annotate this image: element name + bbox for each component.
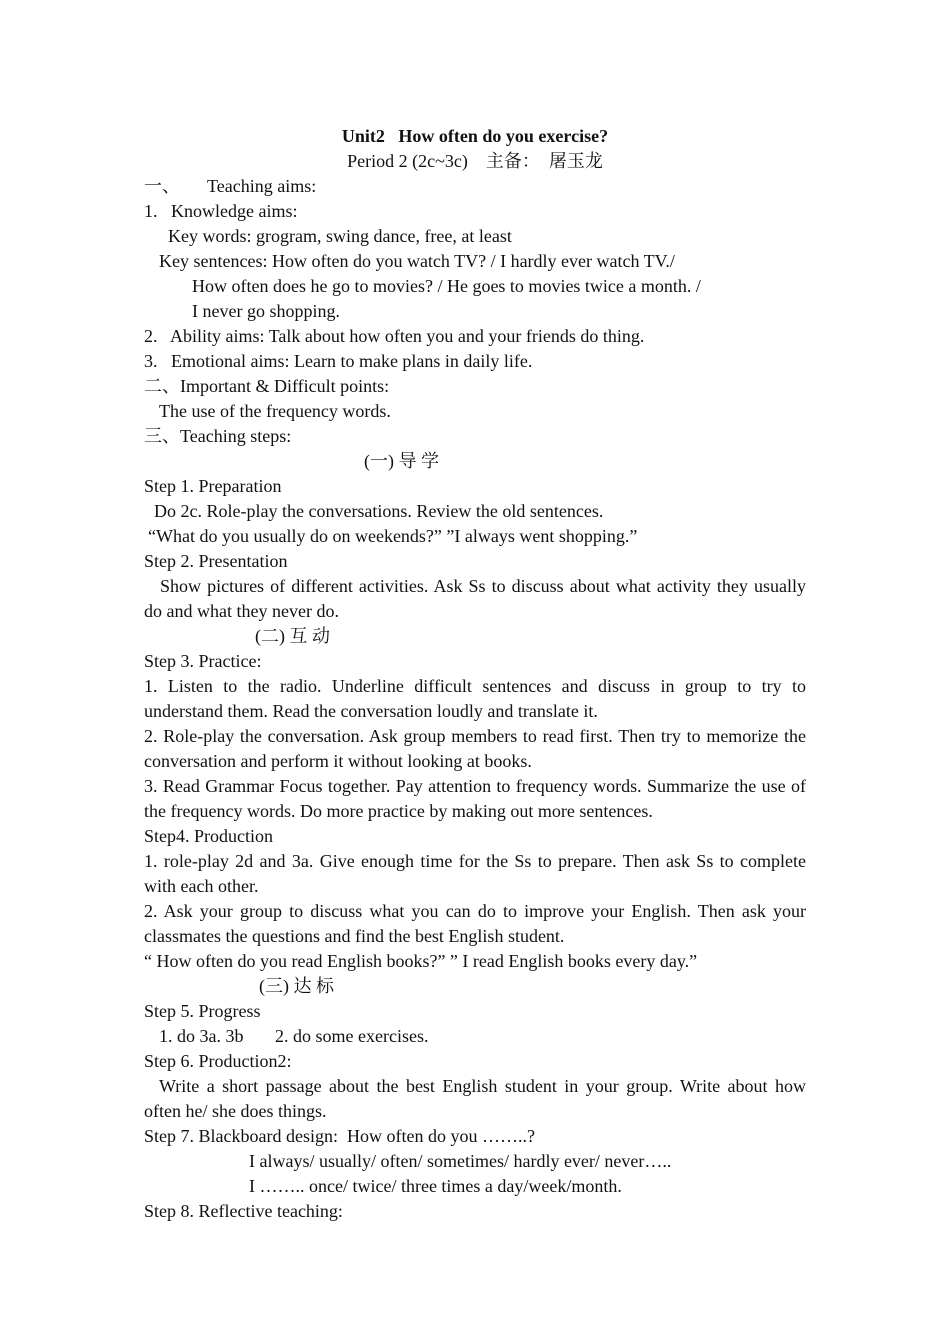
step4-item-3: “ How often do you read English books?” ” I read English books every day.” [144, 951, 698, 971]
steps-heading: 三、Teaching steps: [144, 426, 292, 446]
step2-text: Show pictures of different activities. Ask Ss to discuss about what activity they usually do and what they never do. [144, 576, 806, 621]
document-subtitle: Period 2 (2c~3c) 主备： 屠玉龙 [347, 151, 603, 171]
points-heading: 二、Important & Difficult points: [144, 376, 390, 396]
ability-aims: 2. Ability aims: Talk about how often you and your friends do thing. [144, 326, 645, 346]
step1-text-b: “What do you usually do on weekends?” ”I always went shopping.” [148, 526, 638, 546]
part-heading-interact: (二) 互 动 [255, 626, 330, 646]
points-text: The use of the frequency words. [159, 401, 391, 421]
step7-line-b: I always/ usually/ often/ sometimes/ hardly ever/ never….. [249, 1151, 672, 1171]
step5-text: 1. do 3a. 3b 2. do some exercises. [159, 1026, 429, 1046]
emotional-aims: 3. Emotional aims: Learn to make plans in daily life. [144, 351, 533, 371]
step4-item-1: 1. role-play 2d and 3a. Give enough time for the Ss to prepare. Then ask Ss to complete with each other. [144, 851, 806, 896]
step3-title: Step 3. Practice: [144, 651, 262, 671]
key-words: Key words: grogram, swing dance, free, at least [168, 226, 512, 246]
step1-text-a: Do 2c. Role-play the conversations. Review the old sentences. [154, 501, 604, 521]
step4-item-2: 2. Ask your group to discuss what you can do to improve your English. Then ask your classmates the questions and find the best English student. [144, 901, 806, 946]
step3-item-2: 2. Role-play the conversation. Ask group members to read first. Then try to memorize the conversation and perform it without looking at books. [144, 726, 806, 771]
key-sentences-line-2: How often does he go to movies? / He goes to movies twice a month. / [192, 276, 701, 296]
key-sentences-line-1: Key sentences: How often do you watch TV? / I hardly ever watch TV./ [159, 251, 675, 271]
aims-heading: 一、 Teaching aims: [144, 176, 317, 196]
step1-title: Step 1. Preparation [144, 476, 282, 496]
step8-title: Step 8. Reflective teaching: [144, 1201, 343, 1221]
part-heading-achieve: (三) 达 标 [259, 976, 334, 996]
step3-item-1: 1. Listen to the radio. Underline difficult sentences and discuss in group to try to understand them. Read the conversation loudly and translate it. [144, 676, 806, 721]
step7-title: Step 7. Blackboard design: How often do you ……..? [144, 1126, 535, 1146]
part-heading-guide: (一) 导 学 [364, 451, 439, 471]
knowledge-aims-heading: 1. Knowledge aims: [144, 201, 298, 221]
step5-title: Step 5. Progress [144, 1001, 261, 1021]
step2-title: Step 2. Presentation [144, 551, 288, 571]
step6-text: Write a short passage about the best English student in your group. Write about how often he/ she does things. [144, 1076, 806, 1121]
step3-item-3: 3. Read Grammar Focus together. Pay attention to frequency words. Summarize the use of the frequency words. Do more practice by making out more sentences. [144, 776, 806, 821]
step7-line-c: I …….. once/ twice/ three times a day/week/month. [249, 1176, 622, 1196]
document-title: Unit2 How often do you exercise? [341, 126, 609, 146]
key-sentences-line-3: I never go shopping. [192, 301, 340, 321]
step6-title: Step 6. Production2: [144, 1051, 292, 1071]
step4-title: Step4. Production [144, 826, 273, 846]
